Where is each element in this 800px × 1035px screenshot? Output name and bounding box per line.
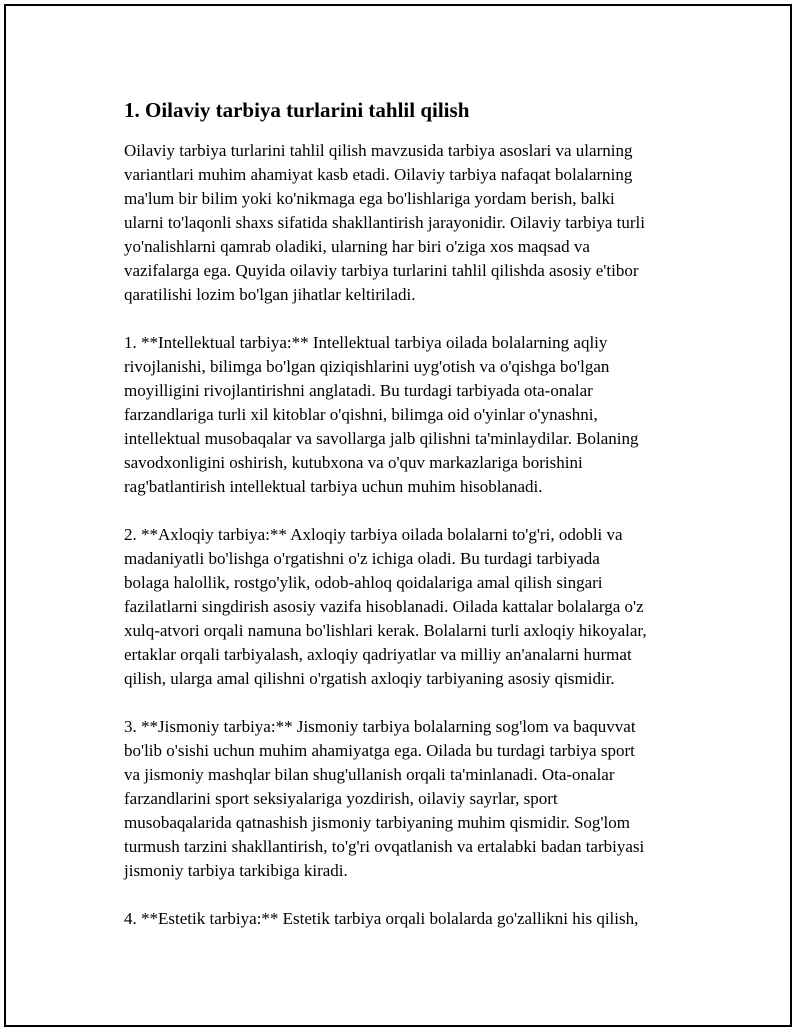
document-title: 1. Oilaviy tarbiya turlarini tahlil qilish xyxy=(124,98,470,122)
text-line: variantlari muhim ahamiyat kasb etadi. Oilaviy tarbiya nafaqat bolalarning xyxy=(124,165,633,184)
text-line: rag'batlantirish intellektual tarbiya uchun muhim hisoblanadi. xyxy=(124,477,543,496)
text-line: 4. **Estetik tarbiya:** Estetik tarbiya orqali bolalarda go'zallikni his qilish, xyxy=(124,909,639,928)
text-line: madaniyatli bo'lishga o'rgatishni o'z ichiga oladi. Bu turdagi tarbiyada xyxy=(124,549,600,568)
text-line: turmush tarzini shakllantirish, to'g'ri ovqatlanish va ertalabki badan tarbiyasi xyxy=(124,837,645,856)
text-line: 2. **Axloqiy tarbiya:** Axloqiy tarbiya oilada bolalarni to'g'ri, odobli va xyxy=(124,525,623,544)
page-frame xyxy=(4,4,792,1027)
text-line: rivojlanishi, bilimga bo'lgan qiziqishlarini uyg'otish va o'qishga bo'lgan xyxy=(124,357,610,376)
text-line: savodxonligini oshirish, kutubxona va o'quv markazlariga borishini xyxy=(124,453,583,472)
text-line: qaratilishi lozim bo'lgan jihatlar keltiriladi. xyxy=(124,285,416,304)
text-line: 3. **Jismoniy tarbiya:** Jismoniy tarbiya bolalarning sog'lom va baquvvat xyxy=(124,717,636,736)
text-line: moyilligini rivojlantirishni anglatadi. Bu turdagi tarbiyada ota-onalar xyxy=(124,381,593,400)
text-line: musobaqalarida qatnashish jismoniy tarbiyaning muhim qismidir. Sog'lom xyxy=(124,813,630,832)
text-line: Oilaviy tarbiya turlarini tahlil qilish mavzusida tarbiya asoslari va ularning xyxy=(124,141,633,160)
text-line: va jismoniy mashqlar bilan shug'ullanish orqali ta'minlanadi. Ota-onalar xyxy=(124,765,615,784)
text-line: ularni to'laqonli shaxs sifatida shakllantirish jarayonidir. Oilaviy tarbiya turli xyxy=(124,213,645,232)
text-line: xulq-atvori orqali namuna bo'lishlari kerak. Bolalarni turli axloqiy hikoyalar, xyxy=(124,621,647,640)
text-line: farzandlarini sport seksiyalariga yozdirish, oilaviy sayrlar, sport xyxy=(124,789,558,808)
text-line: fazilatlarni singdirish asosiy vazifa hisoblanadi. Oilada kattalar bolalarga o'z xyxy=(124,597,644,616)
text-line: bolaga halollik, rostgo'ylik, odob-ahloq qoidalariga amal qilish singari xyxy=(124,573,603,592)
document-body xyxy=(124,97,694,955)
text-line: farzandlariga turli xil kitoblar o'qishni, bilimga oid o'yinlar o'ynashni, xyxy=(124,405,598,424)
text-line: jismoniy tarbiya tarkibiga kiradi. xyxy=(124,861,348,880)
text-line: bo'lib o'sishi uchun muhim ahamiyatga ega. Oilada bu turdagi tarbiya sport xyxy=(124,741,635,760)
text-line: 1. **Intellektual tarbiya:** Intellektual tarbiya oilada bolalarning aqliy xyxy=(124,333,608,352)
text-line: yo'nalishlarni qamrab oladiki, ularning har biri o'ziga xos maqsad va xyxy=(124,237,590,256)
text-line: qilish, ularga amal qilishni o'rgatish axloqiy tarbiyaning asosiy qismidir. xyxy=(124,669,615,688)
intellectual-education-paragraph xyxy=(124,331,694,499)
intro-paragraph xyxy=(124,139,694,307)
moral-education-paragraph xyxy=(124,523,694,691)
text-line: ertaklar orqali tarbiyalash, axloqiy qadriyatlar va milliy an'analarni hurmat xyxy=(124,645,632,664)
aesthetic-education-paragraph xyxy=(124,907,694,931)
text-line: vazifalarga ega. Quyida oilaviy tarbiya turlarini tahlil qilishda asosiy e'tibor xyxy=(124,261,639,280)
text-line: intellektual musobaqalar va savollarga jalb qilishni ta'minlaydilar. Bolaning xyxy=(124,429,639,448)
physical-education-paragraph xyxy=(124,715,694,883)
text-line: ma'lum bir bilim yoki ko'nikmaga ega bo'lishlariga yordam berish, balki xyxy=(124,189,615,208)
